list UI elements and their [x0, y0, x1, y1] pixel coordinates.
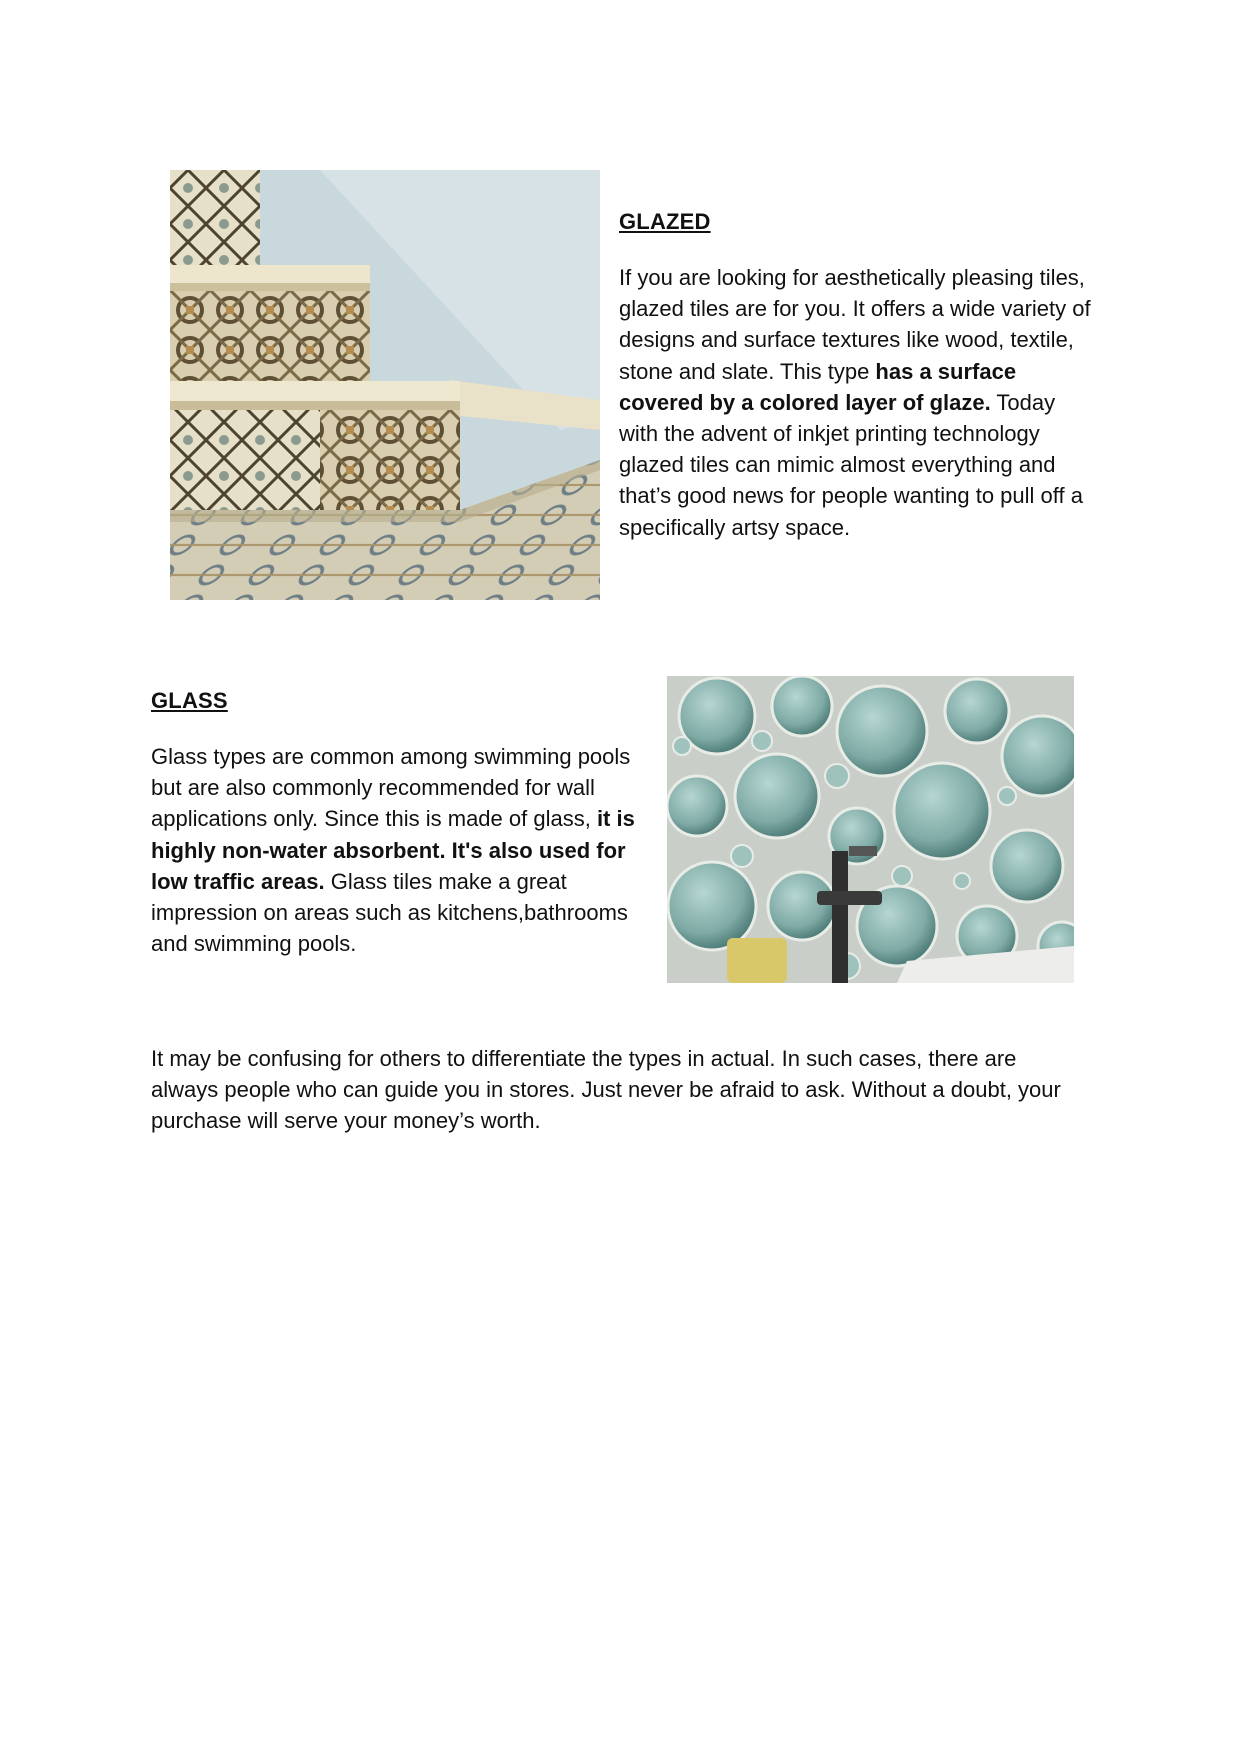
- glass-text-part-2: Glass tiles make a great impression on areas such as kitchens,bathrooms and swimming pools.: [151, 868, 628, 957]
- glazed-text-part-1: If you are looking for aesthetically pleasing tiles, glazed tiles are for you. It offers a wide variety of designs and surface textures like wood, textile, stone and slate. This type: [619, 265, 1091, 384]
- glazed-paragraph: [619, 262, 1099, 543]
- closing-paragraph: It may be confusing for others to differentiate the types in actual. In such cases, there are always people who can guide you in stores. Just never be afraid to ask. Without a doubt, your purchase will serve your money’s worth.: [151, 1046, 1061, 1134]
- glazed-tiles-photo: [170, 170, 600, 600]
- glazed-text-part-2: Today with the advent of inkjet printing technology glazed tiles can mimic almost everything and that’s good news for people wanting to pull off a specifically artsy space.: [619, 389, 1083, 540]
- glazed-heading: GLAZED: [619, 209, 711, 234]
- glazed-text-bold: has a surface covered by a colored layer of glaze.: [619, 358, 1017, 415]
- glass-heading: GLASS: [151, 688, 228, 713]
- glass-text-bold: it is highly non-water absorbent. It's also used for low traffic areas.: [151, 806, 635, 894]
- glass-tiles-photo: [667, 676, 1074, 983]
- glass-text-part-1: Glass types are common among swimming pools but are also commonly recommended for wall applications only. Since this is made of glass,: [151, 744, 631, 832]
- glass-paragraph: [151, 741, 641, 959]
